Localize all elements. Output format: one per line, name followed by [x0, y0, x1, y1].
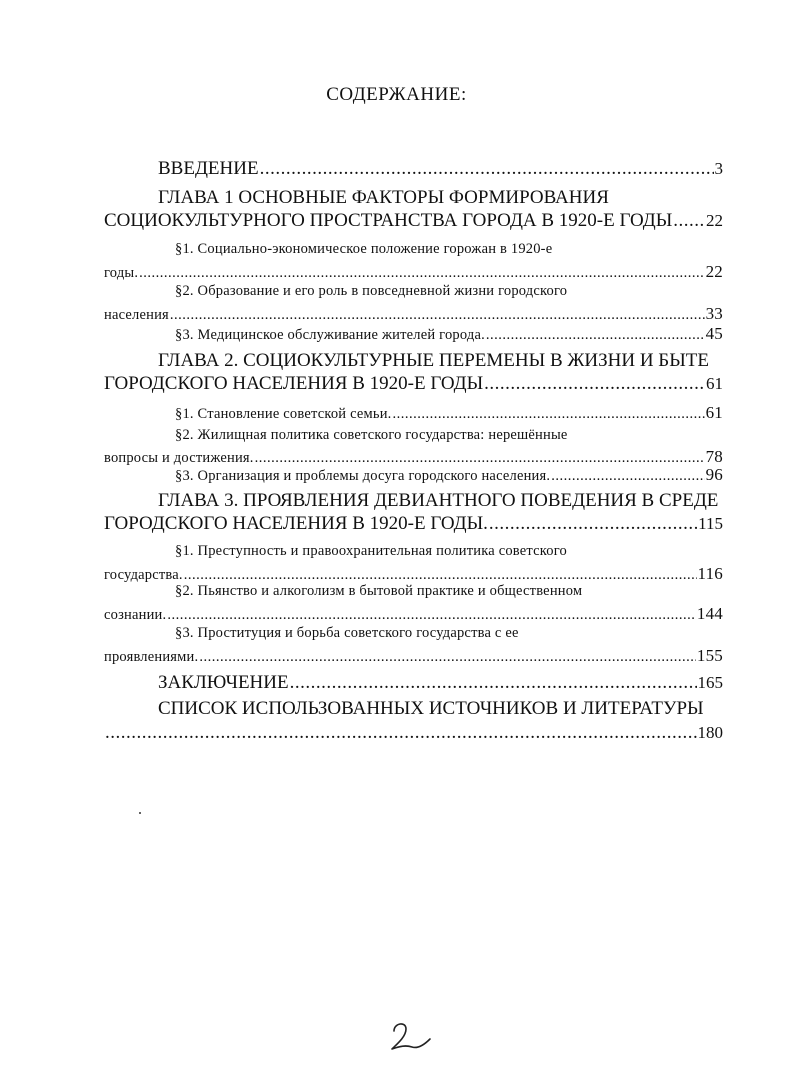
- toc-page: 78: [705, 447, 723, 466]
- toc-entry-section-1-3[interactable]: [175, 324, 723, 348]
- dot-leader: [489, 513, 697, 535]
- toc-page: 61: [705, 403, 723, 422]
- toc-label: государства.: [104, 567, 183, 583]
- toc-label: ВВЕДЕНИЕ: [158, 158, 259, 179]
- toc-entry-chapter-1[interactable]: [104, 210, 723, 234]
- toc-entry-introduction[interactable]: [158, 158, 723, 182]
- toc-page: 116: [697, 564, 723, 583]
- toc-label: населения: [104, 307, 169, 323]
- dot-leader: [260, 158, 714, 180]
- toc-entry-sources[interactable]: [104, 722, 723, 746]
- dot-leader: [486, 327, 705, 344]
- toc-entry-conclusion[interactable]: [158, 672, 723, 696]
- toc-page: 155: [696, 646, 723, 665]
- stray-mark: [139, 812, 141, 814]
- chapter-2-title[interactable]: ГЛАВА 2. СОЦИОКУЛЬТУРНЫЕ ПЕРЕМЕНЫ В ЖИЗНИ И БЫТЕ: [158, 350, 709, 371]
- toc-page: 144: [696, 604, 723, 623]
- toc-entry-chapter-2[interactable]: [104, 373, 723, 397]
- toc-page: 61: [706, 374, 723, 393]
- toc-page: 3: [714, 159, 723, 178]
- handwritten-page-number: [386, 1015, 436, 1055]
- toc-label: §3. Организация и проблемы досуга городского населения.: [175, 468, 551, 484]
- section-3-3-title[interactable]: §3. Проституция и борьба советского государства с ее: [175, 625, 519, 641]
- section-1-1-title[interactable]: §1. Социально-экономическое положение горожан в 1920-е: [175, 241, 553, 257]
- toc-label: СОЦИОКУЛЬТУРНОГО ПРОСТРАНСТВА ГОРОДА В 1920-Е ГОДЫ: [104, 210, 673, 231]
- dot-leader: [139, 265, 704, 282]
- section-2-2-title[interactable]: §2. Жилищная политика советского государства: нерешённые: [175, 427, 568, 443]
- dot-leader: [105, 722, 697, 744]
- toc-page: 165: [697, 673, 723, 692]
- section-3-2-title[interactable]: §2. Пьянство и алкоголизм в бытовой практике и общественном: [175, 583, 583, 599]
- dot-leader: [290, 672, 697, 694]
- dot-leader: [199, 649, 696, 666]
- section-1-2-title[interactable]: §2. Образование и его роль в повседневной жизни городского: [175, 283, 568, 299]
- dot-leader: [551, 468, 704, 485]
- dot-leader: [184, 567, 697, 584]
- toc-label: ГОРОДСКОГО НАСЕЛЕНИЯ В 1920-Е ГОДЫ: [104, 373, 484, 394]
- toc-label: §3. Медицинское обслуживание жителей города.: [175, 327, 485, 343]
- page-title: СОДЕРЖАНИЕ:: [326, 84, 467, 105]
- sources-title[interactable]: СПИСОК ИСПОЛЬЗОВАННЫХ ИСТОЧНИКОВ И ЛИТЕРАТУРЫ: [158, 698, 704, 719]
- toc-label: годы.: [104, 265, 139, 281]
- toc-page: 96: [705, 465, 723, 484]
- toc-page: 115: [698, 514, 723, 533]
- toc-label: вопросы и достижения.: [104, 450, 254, 466]
- dot-leader: [170, 307, 705, 324]
- toc-entry-section-2-3[interactable]: [175, 465, 723, 489]
- dot-leader: [673, 210, 705, 232]
- toc-label: ЗАКЛЮЧЕНИЕ: [158, 672, 289, 693]
- toc-page: 45: [705, 324, 723, 343]
- toc-page: 180: [697, 723, 723, 742]
- toc-label: ГОРОДСКОГО НАСЕЛЕНИЯ В 1920-Е ГОДЫ.: [104, 513, 488, 534]
- chapter-1-title[interactable]: ГЛАВА 1 ОСНОВНЫЕ ФАКТОРЫ ФОРМИРОВАНИЯ: [158, 187, 609, 208]
- toc-label: §1. Становление советской семьи.: [175, 406, 392, 422]
- dot-leader: [484, 373, 705, 395]
- toc-entry-section-3-3[interactable]: [104, 646, 723, 670]
- dot-leader: [167, 607, 696, 624]
- toc-label: проявлениями.: [104, 649, 199, 665]
- toc-page: 22: [705, 262, 723, 281]
- toc-page: 22: [706, 211, 723, 230]
- toc-entry-section-2-1[interactable]: [175, 403, 723, 427]
- chapter-3-title[interactable]: ГЛАВА 3. ПРОЯВЛЕНИЯ ДЕВИАНТНОГО ПОВЕДЕНИЯ В СРЕДЕ: [158, 490, 719, 511]
- toc-entry-chapter-3[interactable]: [104, 513, 723, 537]
- section-3-1-title[interactable]: §1. Преступность и правоохранительная политика советского: [175, 543, 567, 559]
- toc-label: сознании.: [104, 607, 167, 623]
- dot-leader: [393, 406, 705, 423]
- toc-page: 33: [705, 304, 723, 323]
